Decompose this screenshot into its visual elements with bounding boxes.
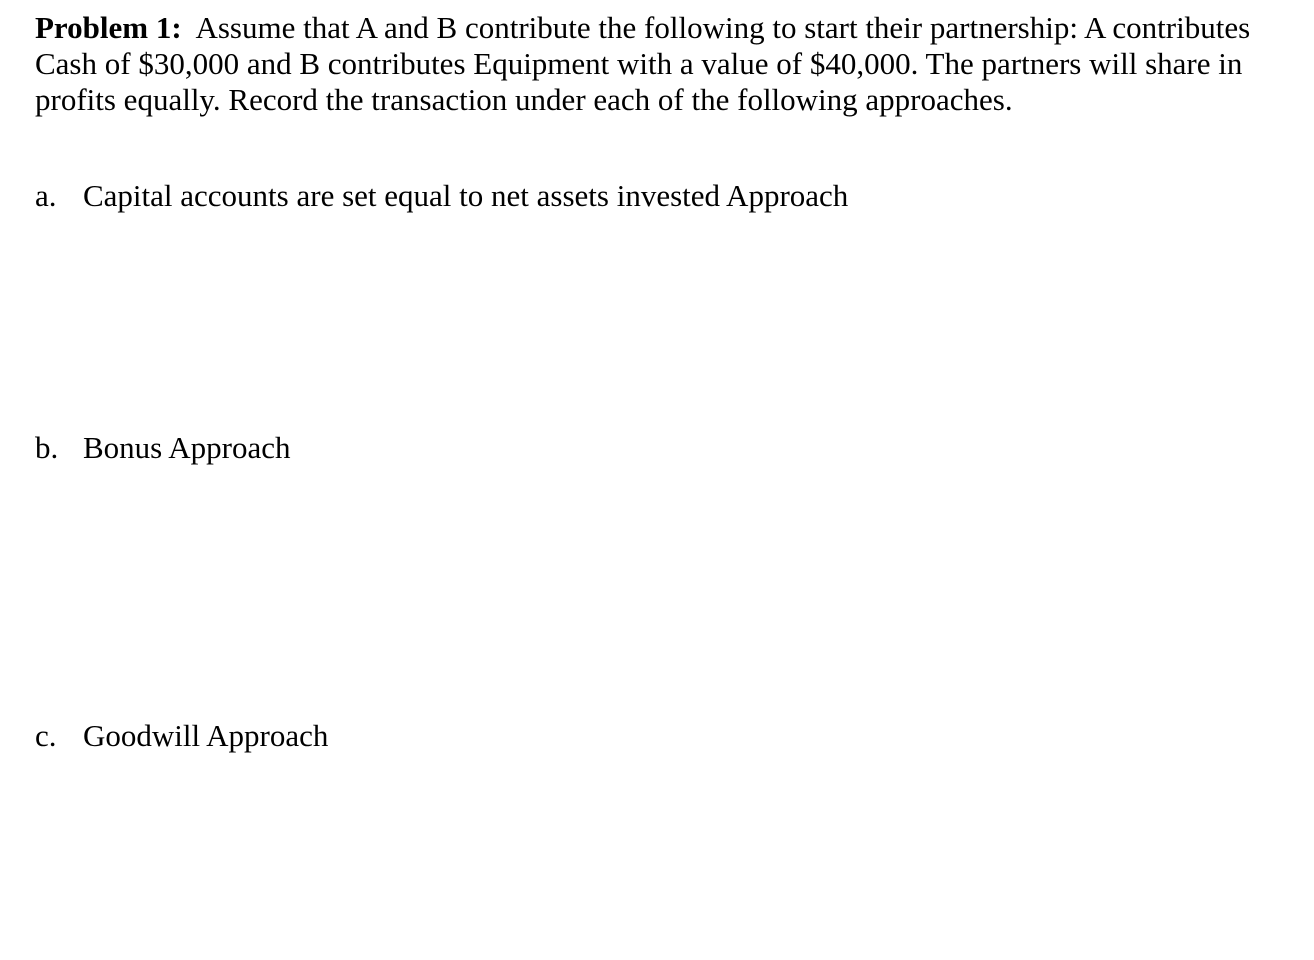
- part-b: [35, 430, 291, 466]
- part-b-text: Bonus Approach: [83, 430, 291, 465]
- part-c-marker: c.: [35, 718, 57, 753]
- part-c-text: Goodwill Approach: [83, 718, 329, 753]
- problem-text: Assume that A and B contribute the following to start their partnership: A contributes Cash of $30,000 and B contributes Equipment with a value of $40,000. The partners will share in profits equally. Record the transaction under each of the following approaches.: [35, 10, 1251, 117]
- part-b-marker: b.: [35, 430, 59, 465]
- part-a-text: Capital accounts are set equal to net assets invested Approach: [83, 178, 849, 213]
- part-c: [35, 718, 328, 754]
- problem-label: Problem 1:: [35, 10, 182, 45]
- part-a: [35, 178, 848, 214]
- part-a-marker: a.: [35, 178, 57, 213]
- problem-statement: [35, 10, 1280, 118]
